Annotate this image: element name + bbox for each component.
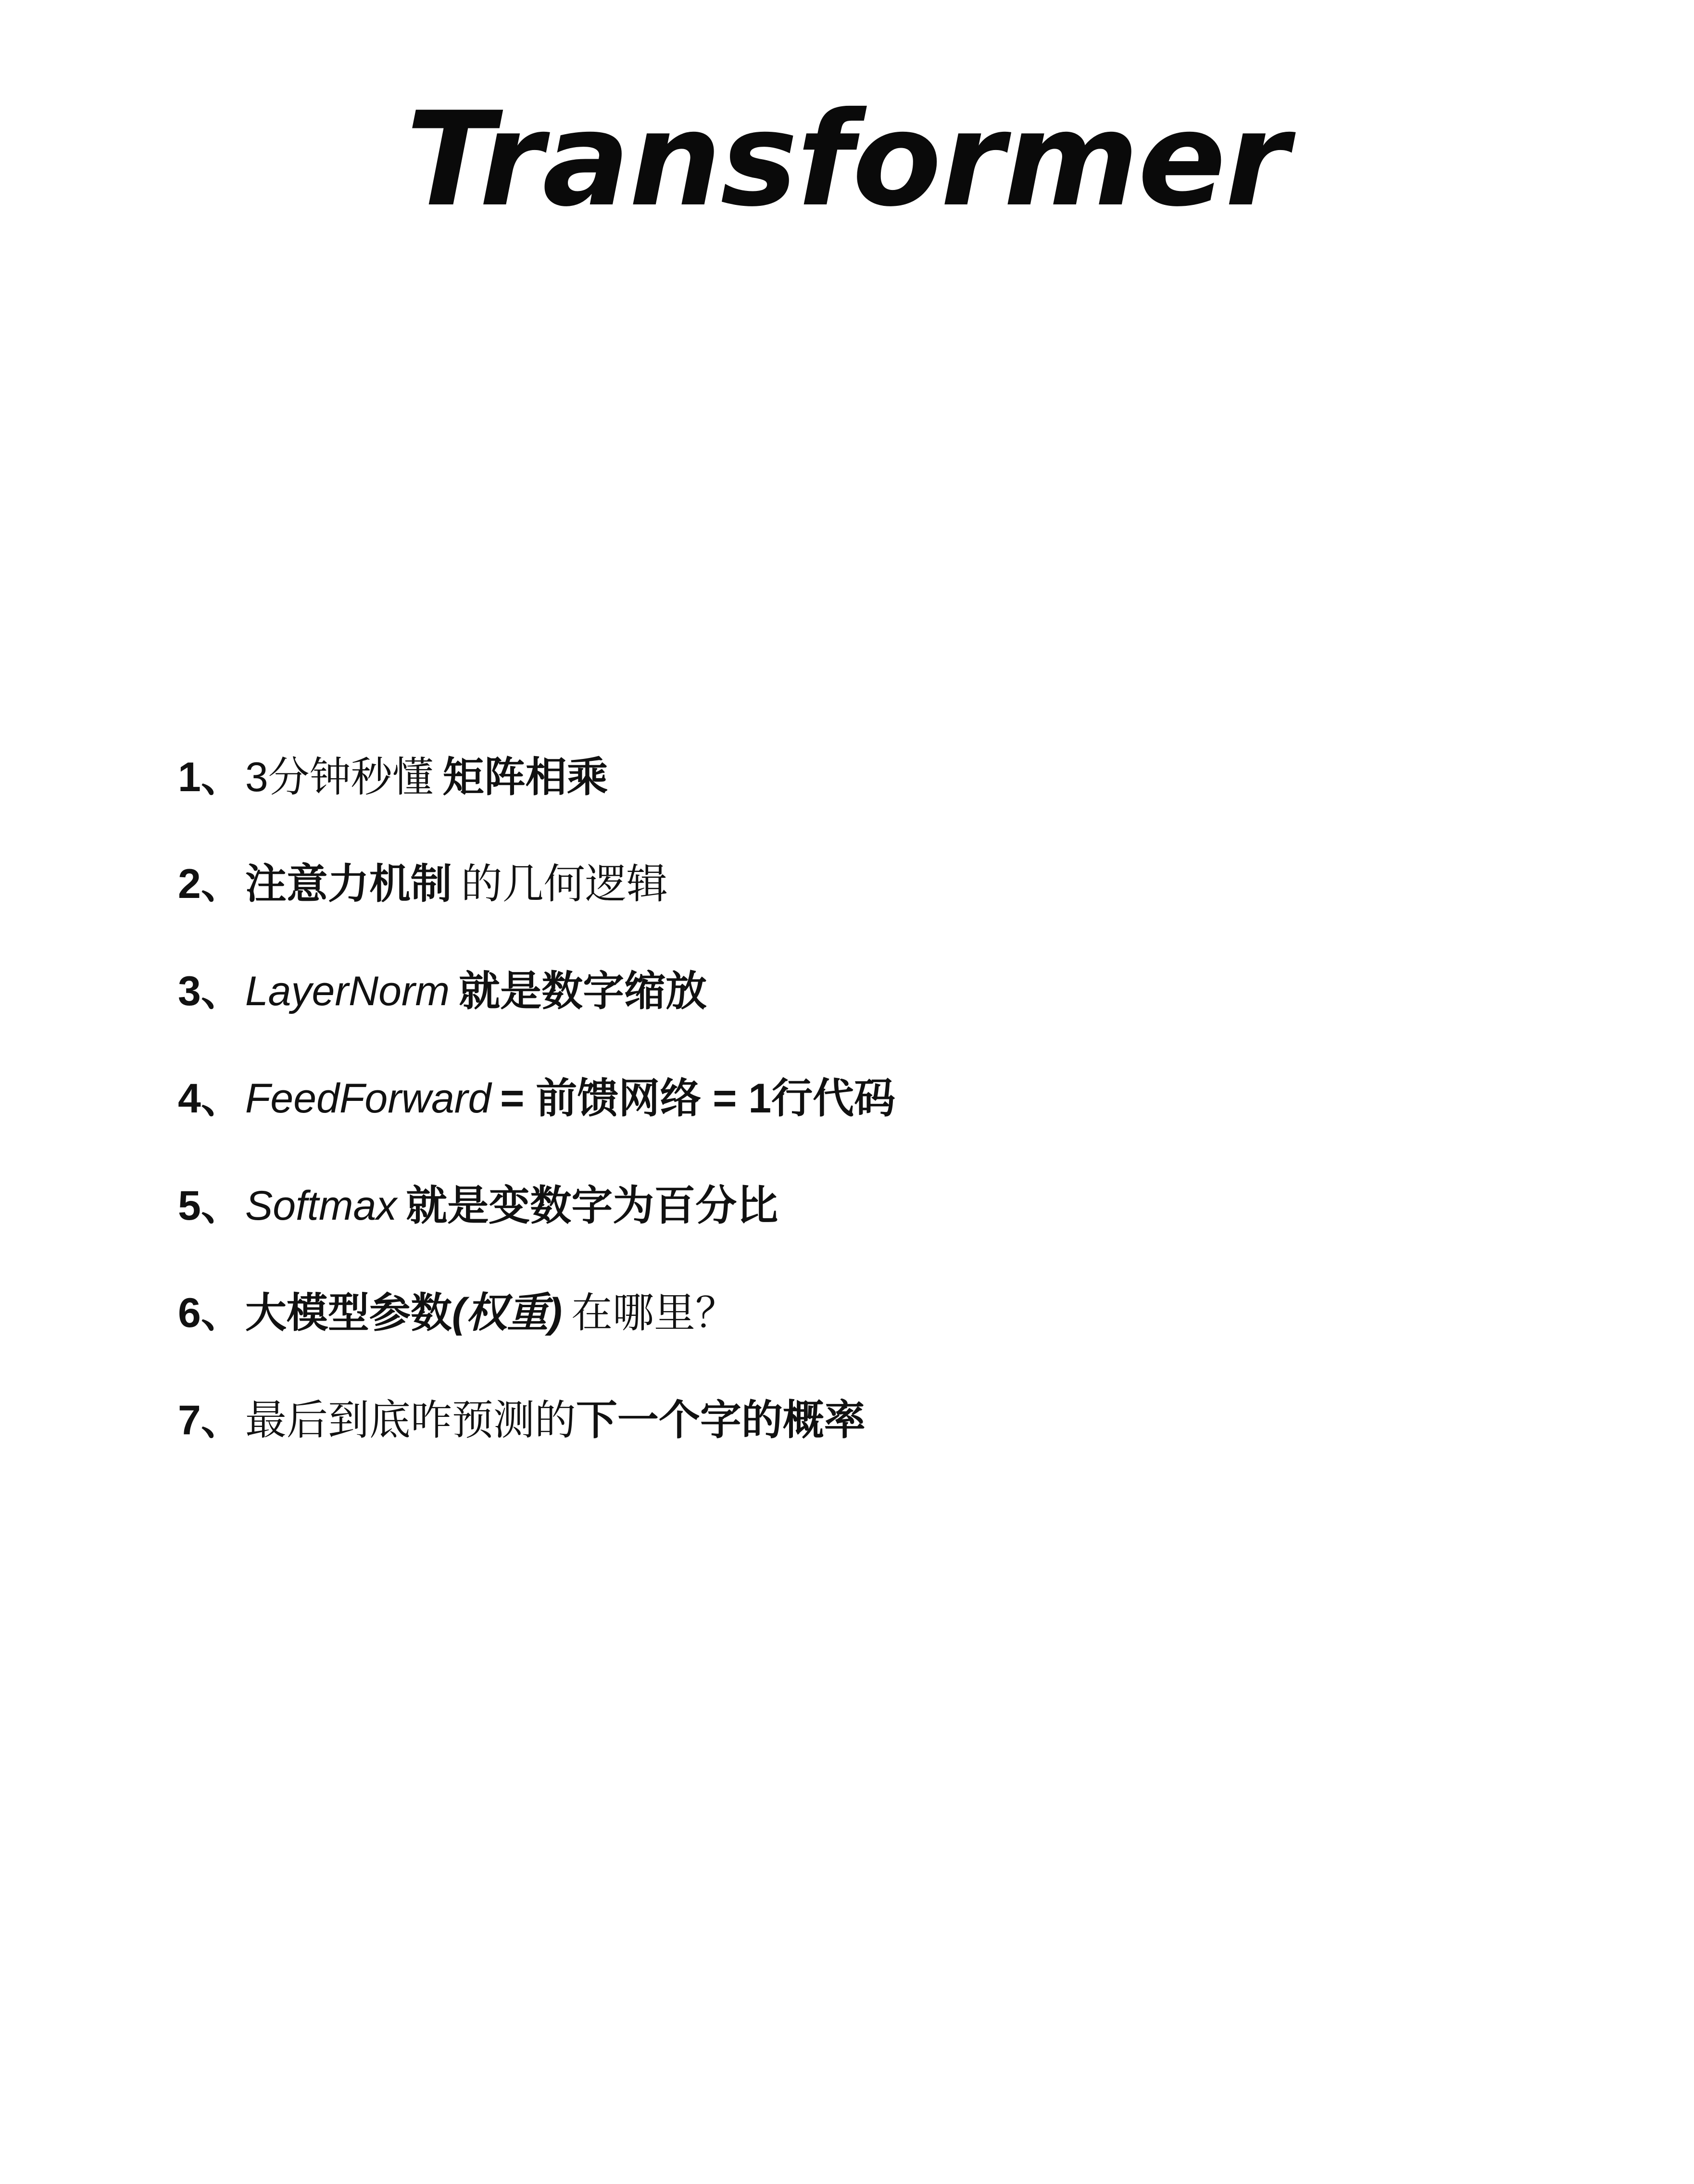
list-item-segment: LayerNorm	[245, 968, 450, 1015]
list-item-segment: 最后到底咋预测的	[245, 1397, 576, 1443]
list-item-index: 6、	[178, 1290, 242, 1337]
list-item	[178, 859, 1588, 909]
list-item-segment: 大模型参数	[245, 1290, 452, 1337]
list-item-segment: = 前馈网络 = 1行代码	[500, 1075, 896, 1122]
topic-list	[178, 752, 1588, 1446]
list-item-text	[245, 1288, 1588, 1338]
list-item	[178, 1073, 1588, 1124]
list-item-index: 4、	[178, 1075, 242, 1122]
list-item	[178, 966, 1588, 1017]
list-item-segment: 下一个字的概率	[576, 1397, 866, 1443]
list-item-text	[245, 1073, 1588, 1124]
list-item-index: 1、	[178, 754, 242, 800]
list-item-text	[245, 752, 1588, 803]
list-item-text	[245, 1395, 1588, 1446]
list-item-segment: 的几何逻辑	[461, 861, 668, 908]
list-item-index: 3、	[178, 968, 242, 1015]
list-item	[178, 752, 1588, 803]
list-item-segment: 注意力机制	[245, 861, 452, 908]
list-item-segment: 3分钟秒懂	[245, 754, 434, 800]
list-item-segment: 在哪里？	[571, 1290, 737, 1337]
list-item-index: 7、	[178, 1397, 242, 1443]
list-item	[178, 1181, 1588, 1231]
title-block	[0, 84, 1694, 235]
list-item-segment: 就是变数字为百分比	[406, 1183, 778, 1229]
list-item-text	[245, 859, 1588, 909]
page-title: Transformer	[406, 84, 1288, 235]
list-item-segment: 矩阵相乘	[442, 754, 608, 800]
list-item-text	[245, 1181, 1588, 1231]
list-item-index: 5、	[178, 1183, 242, 1229]
list-item-segment: (权重)	[452, 1290, 563, 1337]
list-item-index: 2、	[178, 861, 242, 908]
list-item	[178, 1395, 1588, 1446]
list-item-segment: Softmax	[245, 1183, 397, 1229]
list-item-text	[245, 966, 1588, 1017]
list-item	[178, 1288, 1588, 1338]
list-item-segment: FeedForward	[245, 1075, 491, 1122]
list-item-segment: 就是数字缩放	[459, 968, 707, 1015]
